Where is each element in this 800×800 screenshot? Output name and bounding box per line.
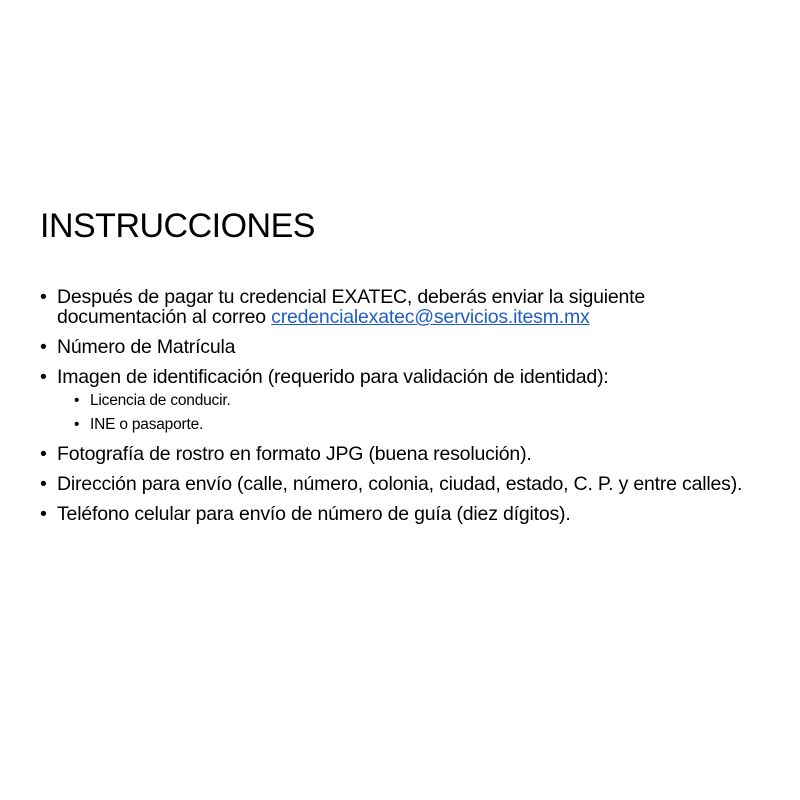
list-item-matricula: [40, 337, 775, 357]
bullet-icon: •: [40, 443, 47, 465]
bullet-icon: •: [40, 366, 47, 388]
sublist-item-text: Licencia de conducir.: [90, 392, 231, 409]
sublist-item-text: INE o pasaporte.: [90, 416, 204, 433]
email-link[interactable]: credencialexatec@servicios.itesm.mx: [271, 306, 590, 328]
list-item-payment-docs: [40, 287, 775, 327]
bullet-icon: •: [40, 286, 47, 308]
bullet-icon: •: [40, 336, 47, 358]
list-item-address: [40, 474, 775, 494]
page-title: INSTRUCCIONES: [40, 207, 315, 245]
bullet-icon: •: [40, 473, 47, 495]
list-item-phone: [40, 504, 775, 524]
list-item-text: Dirección para envío (calle, número, colonia, ciudad, estado, C. P. y entre calles).: [57, 473, 743, 495]
list-item-text: Número de Matrícula: [57, 336, 236, 358]
list-item-photo: [40, 444, 775, 464]
bullet-icon: •: [40, 503, 47, 525]
sublist-item-ine: [57, 416, 775, 434]
sublist-item-license: [57, 392, 775, 410]
list-item-text: Imagen de identificación (requerido para validación de identidad):: [57, 366, 609, 388]
list-item-text: Teléfono celular para envío de número de guía (diez dígitos).: [57, 503, 571, 525]
list-item-identification: [40, 367, 775, 434]
identification-sublist: [57, 392, 775, 434]
list-item-text: Fotografía de rostro en formato JPG (buena resolución).: [57, 443, 532, 465]
bullet-icon: •: [74, 392, 80, 409]
bullet-icon: •: [74, 416, 80, 433]
list-item-text: Después de pagar tu credencial EXATEC, deberás enviar la siguiente documentación al correo: [57, 286, 646, 328]
instructions-list: [40, 287, 775, 524]
